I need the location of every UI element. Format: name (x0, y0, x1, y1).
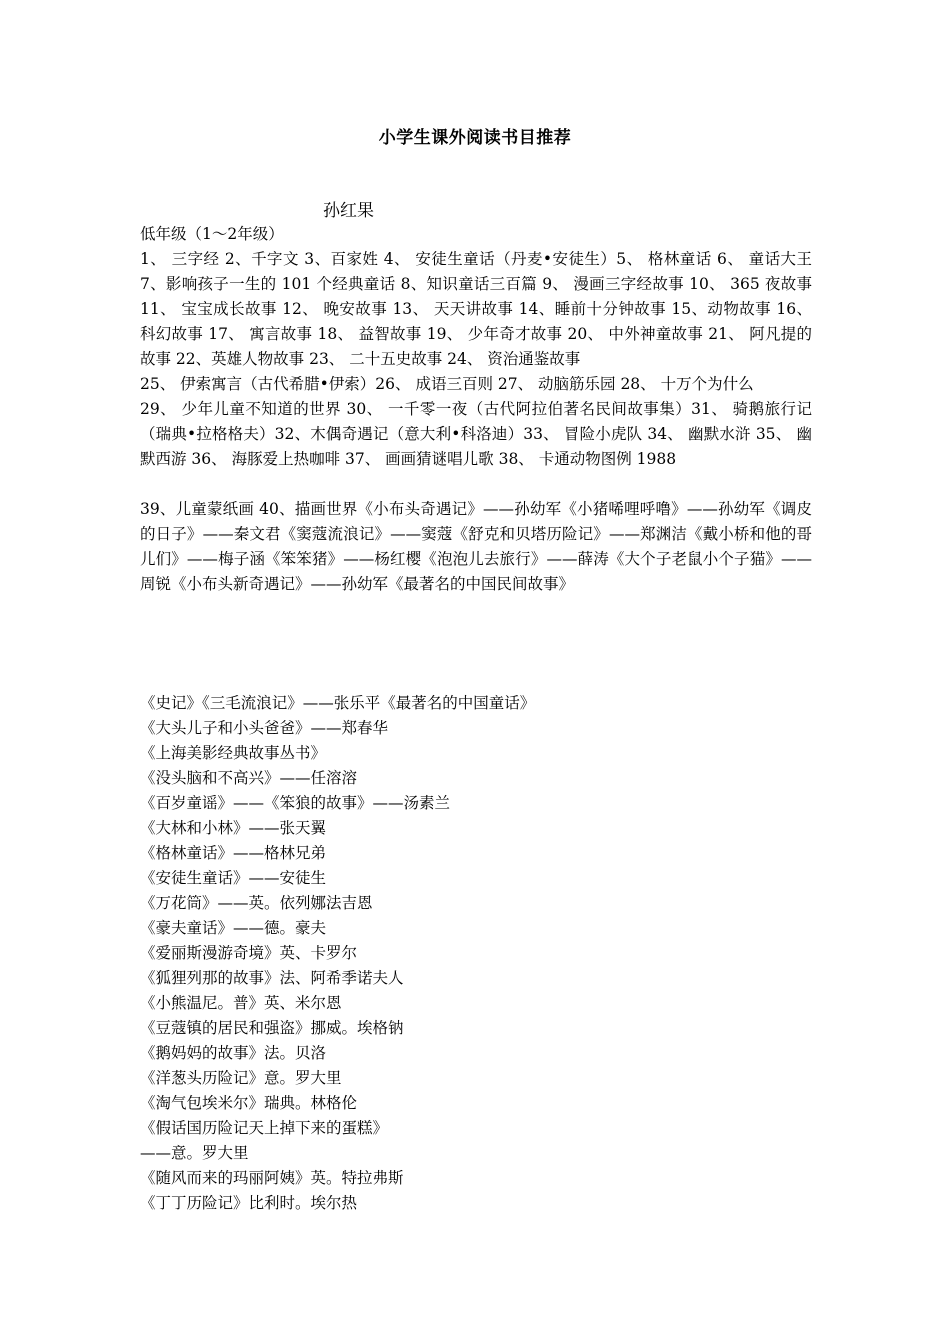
list-item: 《史记》《三毛流浪记》——张乐平《最著名的中国童话》 (140, 694, 536, 712)
list-item: 《格林童话》——格林兄弟 (140, 844, 327, 862)
paragraph: 25、 伊索寓言（古代希腊•伊索）26、 成语三百则 27、 动脑筋乐园 28、 十万个为什么 (140, 375, 754, 393)
list-item: 《洋葱头历险记》意。罗大里 (140, 1069, 342, 1087)
list-item: 《安徒生童话》——安徒生 (140, 869, 327, 887)
author-name: 孙红果 (323, 201, 374, 221)
list-item: 《大头儿子和小头爸爸》——郑春华 (140, 719, 389, 737)
paragraph: 1、 三字经 2、千字文 3、百家姓 4、 安徒生童话（丹麦•安徒生）5、 格林童话 6、 童话大王 7、影响孩子一生的 101 个经典童话 8、知识童话三百篇 9、 漫画三字经故事 10、 365 夜故事 11、 宝宝成长故事 12、 晚安故事 13、 天天讲故事 14、睡前十分钟故事 15、动物故事 16、 科幻故事 17、 寓言故事 18、 益智故事 19、 少年奇才故事 20、 中外神童故事 21、 阿凡提的故事 22、英雄人物故事 23、 二十五史故事 24、 资治通鉴故事 (140, 250, 812, 368)
list-item: 《爱丽斯漫游奇境》英、卡罗尔 (140, 944, 358, 962)
list-item: 《豪夫童话》——德。豪夫 (140, 919, 327, 937)
list-item: 《小熊温尼。普》英、米尔恩 (140, 994, 342, 1012)
list-item: 《上海美影经典故事丛书》 (140, 744, 327, 762)
body-text (140, 222, 812, 597)
paragraph-gap (140, 472, 812, 497)
list-item: 《百岁童谣》——《笨狼的故事》——汤素兰 (140, 794, 451, 812)
grade-heading: 低年级（1～2年级） (140, 225, 284, 243)
paragraph: 29、 少年儿童不知道的世界 30、 一千零一夜（古代阿拉伯著名民间故事集）31、 骑鹅旅行记（瑞典•拉格格夫）32、木偶奇遇记（意大利•科洛迪）33、 冒险小虎队 34、 幽默水浒 35、 幽默西游 36、 海豚爱上热咖啡 37、 画画猜谜唱儿歌 38、 卡通动物图例 1988 (140, 400, 812, 468)
page-title: 小学生课外阅读书目推荐 (378, 128, 572, 148)
list-item: 《淘气包埃米尔》瑞典。林格伦 (140, 1094, 358, 1112)
list-item: 《假话国历险记天上掉下来的蛋糕》 (140, 1119, 389, 1137)
book-list (140, 691, 812, 1216)
list-item: 《没头脑和不高兴》——任溶溶 (140, 769, 358, 787)
list-item: 《万花筒》——英。依列娜法吉恩 (140, 894, 373, 912)
list-item: ——意。罗大里 (140, 1144, 249, 1162)
list-item: 《随风而来的玛丽阿姨》英。特拉弗斯 (140, 1169, 404, 1187)
list-item: 《鹅妈妈的故事》法。贝洛 (140, 1044, 327, 1062)
list-item: 《丁丁历险记》比利时。埃尔热 (140, 1194, 358, 1212)
list-item: 《大林和小林》——张天翼 (140, 819, 327, 837)
list-item: 《豆蔻镇的居民和强盗》挪威。埃格钠 (140, 1019, 404, 1037)
list-item: 《狐狸列那的故事》法、阿希季诺夫人 (140, 969, 404, 987)
paragraph: 39、儿童蒙纸画 40、描画世界《小布头奇遇记》——孙幼军《小猪唏哩呼噜》——孙幼军《调皮的日子》——秦文君《窦蔻流浪记》——窦蔻《舒克和贝塔历险记》——郑渊洁《戴小桥和他的哥儿们》——梅子涵《笨笨猪》——杨红樱《泡泡儿去旅行》——薛涛《大个子老鼠小个子猫》——周锐《小布头新奇遇记》——孙幼军《最著名的中国民间故事》 (140, 500, 812, 593)
